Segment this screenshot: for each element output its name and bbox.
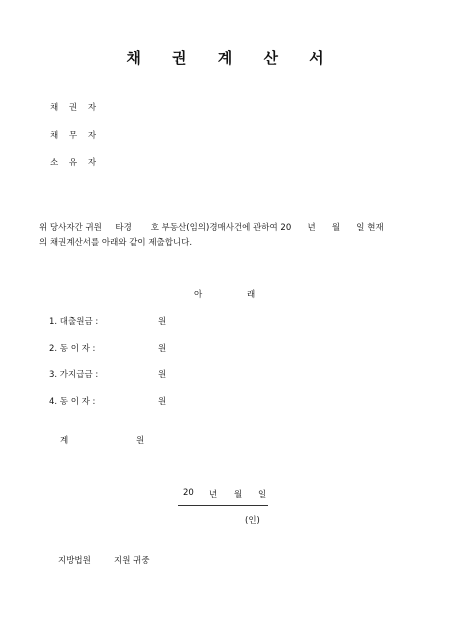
total-unit: 원	[136, 436, 145, 446]
seal-mark: (인)	[245, 516, 260, 526]
date-month-unit: 월	[234, 490, 243, 500]
body-line-2: 의 채권계산서를 아래와 같이 제출합니다.	[39, 238, 193, 248]
court-name: 지방법원	[58, 556, 91, 566]
item-2-label: 2. 동 이 자 :	[49, 344, 96, 354]
item-1-label: 1. 대출원금 :	[49, 317, 99, 327]
signature-line	[178, 505, 268, 506]
item-4-unit: 원	[158, 397, 167, 407]
document-title: 채 권 계 산 서	[126, 49, 337, 67]
below-heading-rae: 래	[247, 290, 256, 300]
body-line-1: 위 당사자간 귀원 타경 호 부동산(임의)경매사건에 관하여 20 년 월 일 현재	[39, 223, 384, 233]
item-3-unit: 원	[158, 370, 167, 380]
item-2-unit: 원	[158, 344, 167, 354]
creditor-label: 채 권 자	[50, 103, 101, 113]
date-year: 20	[183, 488, 194, 498]
item-1-unit: 원	[158, 317, 167, 327]
date-year-unit: 년	[209, 490, 218, 500]
item-4-label: 4. 동 이 자 :	[49, 397, 96, 407]
below-heading-a: 아	[194, 290, 203, 300]
owner-label: 소 유 자	[50, 158, 101, 168]
debtor-label: 채 무 자	[50, 131, 101, 141]
date-day-unit: 일	[258, 490, 267, 500]
total-label: 계	[60, 436, 69, 446]
court-branch: 지원 귀중	[114, 556, 150, 566]
item-3-label: 3. 가지급금 :	[49, 370, 99, 380]
